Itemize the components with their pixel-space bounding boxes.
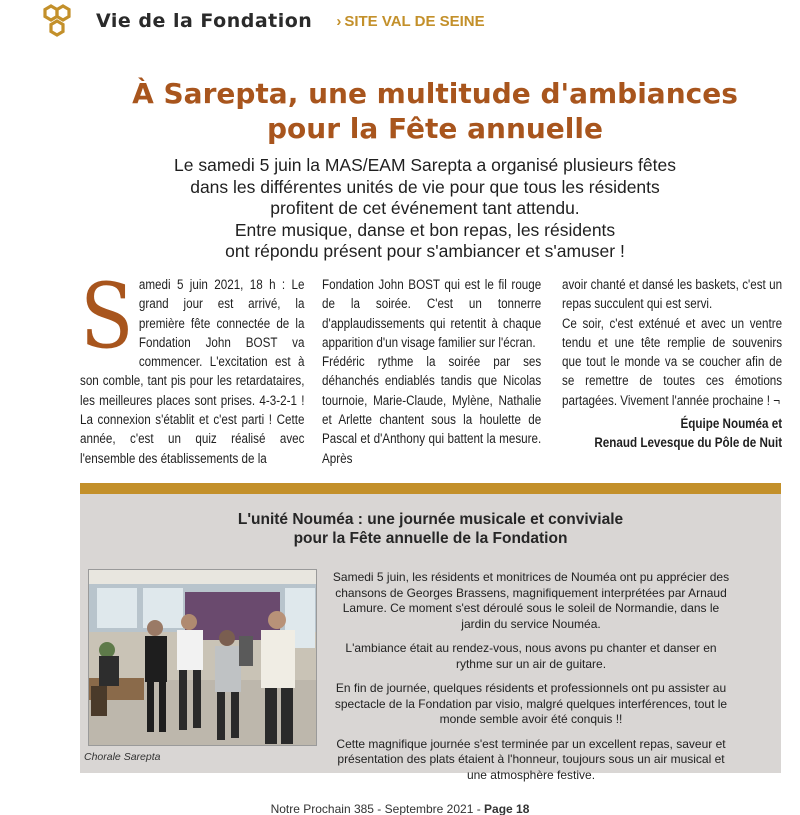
page-number: Page 18 — [484, 802, 530, 815]
article-column-3 — [562, 275, 782, 452]
drop-cap: S — [80, 264, 134, 369]
sidebar-box — [80, 483, 781, 782]
site-label: SITE VAL DE SEINE — [344, 12, 485, 30]
footer-text: Notre Prochain 385 - Septembre 2021 - — [270, 802, 485, 815]
title-line-1: À Sarepta, une multitude d'ambiances — [132, 77, 738, 110]
intro-line: Le samedi 5 juin la MAS/EAM Sarepta a organisé plusieurs fêtes — [174, 155, 676, 175]
column-text: Frédéric rythme la soirée par ses déhanchés endiablés tandis que Nicolas tournoie, Marie-Claude, Mylène, Nathalie et Arlette chantent sous la houlette de Pascal et d'Anthony qui battent la mesure. Après — [322, 354, 542, 466]
page-footer — [0, 802, 800, 815]
box-paragraph: Samedi 5 juin, les résidents et monitrices de Nouméa ont pu apprécier des chansons de Georges Brassens, magnifiquement interprétées par Arnaud Lamure. Ce moment s'est déroulé sous le soleil de Normandie, dans le jardin du service Nouméa. — [332, 570, 730, 631]
article-title — [0, 76, 800, 146]
article-column-2 — [322, 275, 541, 468]
column-text: Ce soir, c'est exténué et avec un ventre tendu et une tête remplie de souvenirs que tout le monde va se coucher afin de se remettre de toutes ces émotions partagées. Vivement l'année prochaine ! ¬ — [562, 315, 783, 408]
box-title — [80, 511, 781, 548]
box-paragraph: En fin de journée, quelques résidents et professionnels ont pu assister au spectacle de la Fondation par visio, malgré quelques interférences, tout le monde semble avoir été conquis !! — [334, 681, 728, 726]
section-title: Vie de la Fondation — [96, 10, 313, 32]
site-tag — [336, 13, 484, 30]
article-intro — [0, 155, 800, 263]
column-text: amedi 5 juin 2021, 18 h : Le grand jour est arrivé, la première fête connectée de la Fondation John BOST va commencer. L'excitation est à son comble, tant pis pour les retardataires, les meilleures places sont prises. 4-3-2-1 ! La connexion s'établit et c'est parti ! Cette année, c'est un quiz réalisé avec l'ensemble des établissements de la — [80, 277, 305, 466]
chevron-right-icon: › — [336, 12, 342, 30]
box-body — [331, 570, 731, 792]
article-column-1 — [80, 264, 305, 468]
column-text: Fondation John BOST qui est le fil rouge de la soirée. C'est un tonnerre d'applaudissements qui retentit à chaque apparition d'un visage familier sur l'écran. — [322, 277, 542, 350]
signature-line-2: Renaud Levesque du Pôle de Nuit — [594, 435, 783, 451]
intro-line: Entre musique, danse et bon repas, les résidents — [234, 219, 616, 240]
intro-line: profitent de cet événement tant attendu. — [270, 198, 580, 218]
photo-caption: Chorale Sarepta — [84, 751, 161, 763]
signature-line-1: Équipe Nouméa et — [680, 416, 783, 432]
box-paragraph: L'ambiance était au rendez-vous, nous avons pu chanter et danser en rythme sur un air de guitare. — [345, 641, 717, 671]
signature — [562, 414, 782, 452]
box-paragraph: Cette magnifique journée s'est terminée par un excellent repas, saveur et présentation des plats étaient à l'honneur, toujours sous un air musical et une atmosphère festive. — [336, 736, 726, 782]
choir-photo — [88, 569, 317, 746]
hexagon-cluster-icon — [38, 4, 76, 38]
intro-line: dans les différentes unités de vie pour que tous les résidents — [190, 176, 660, 197]
intro-line: ont répondu présent pour s'ambiancer et s'amuser ! — [225, 241, 625, 261]
column-text: avoir chanté et dansé les baskets, c'est un repas succulent qui est servi. — [562, 277, 783, 312]
box-title-line-2: pour la Fête annuelle de la Fondation — [293, 529, 568, 547]
box-accent-bar — [80, 483, 781, 494]
box-title-line-1: L'unité Nouméa : une journée musicale et conviviale — [237, 511, 624, 528]
title-line-2: pour la Fête annuelle — [267, 112, 603, 145]
page-header — [38, 4, 485, 38]
